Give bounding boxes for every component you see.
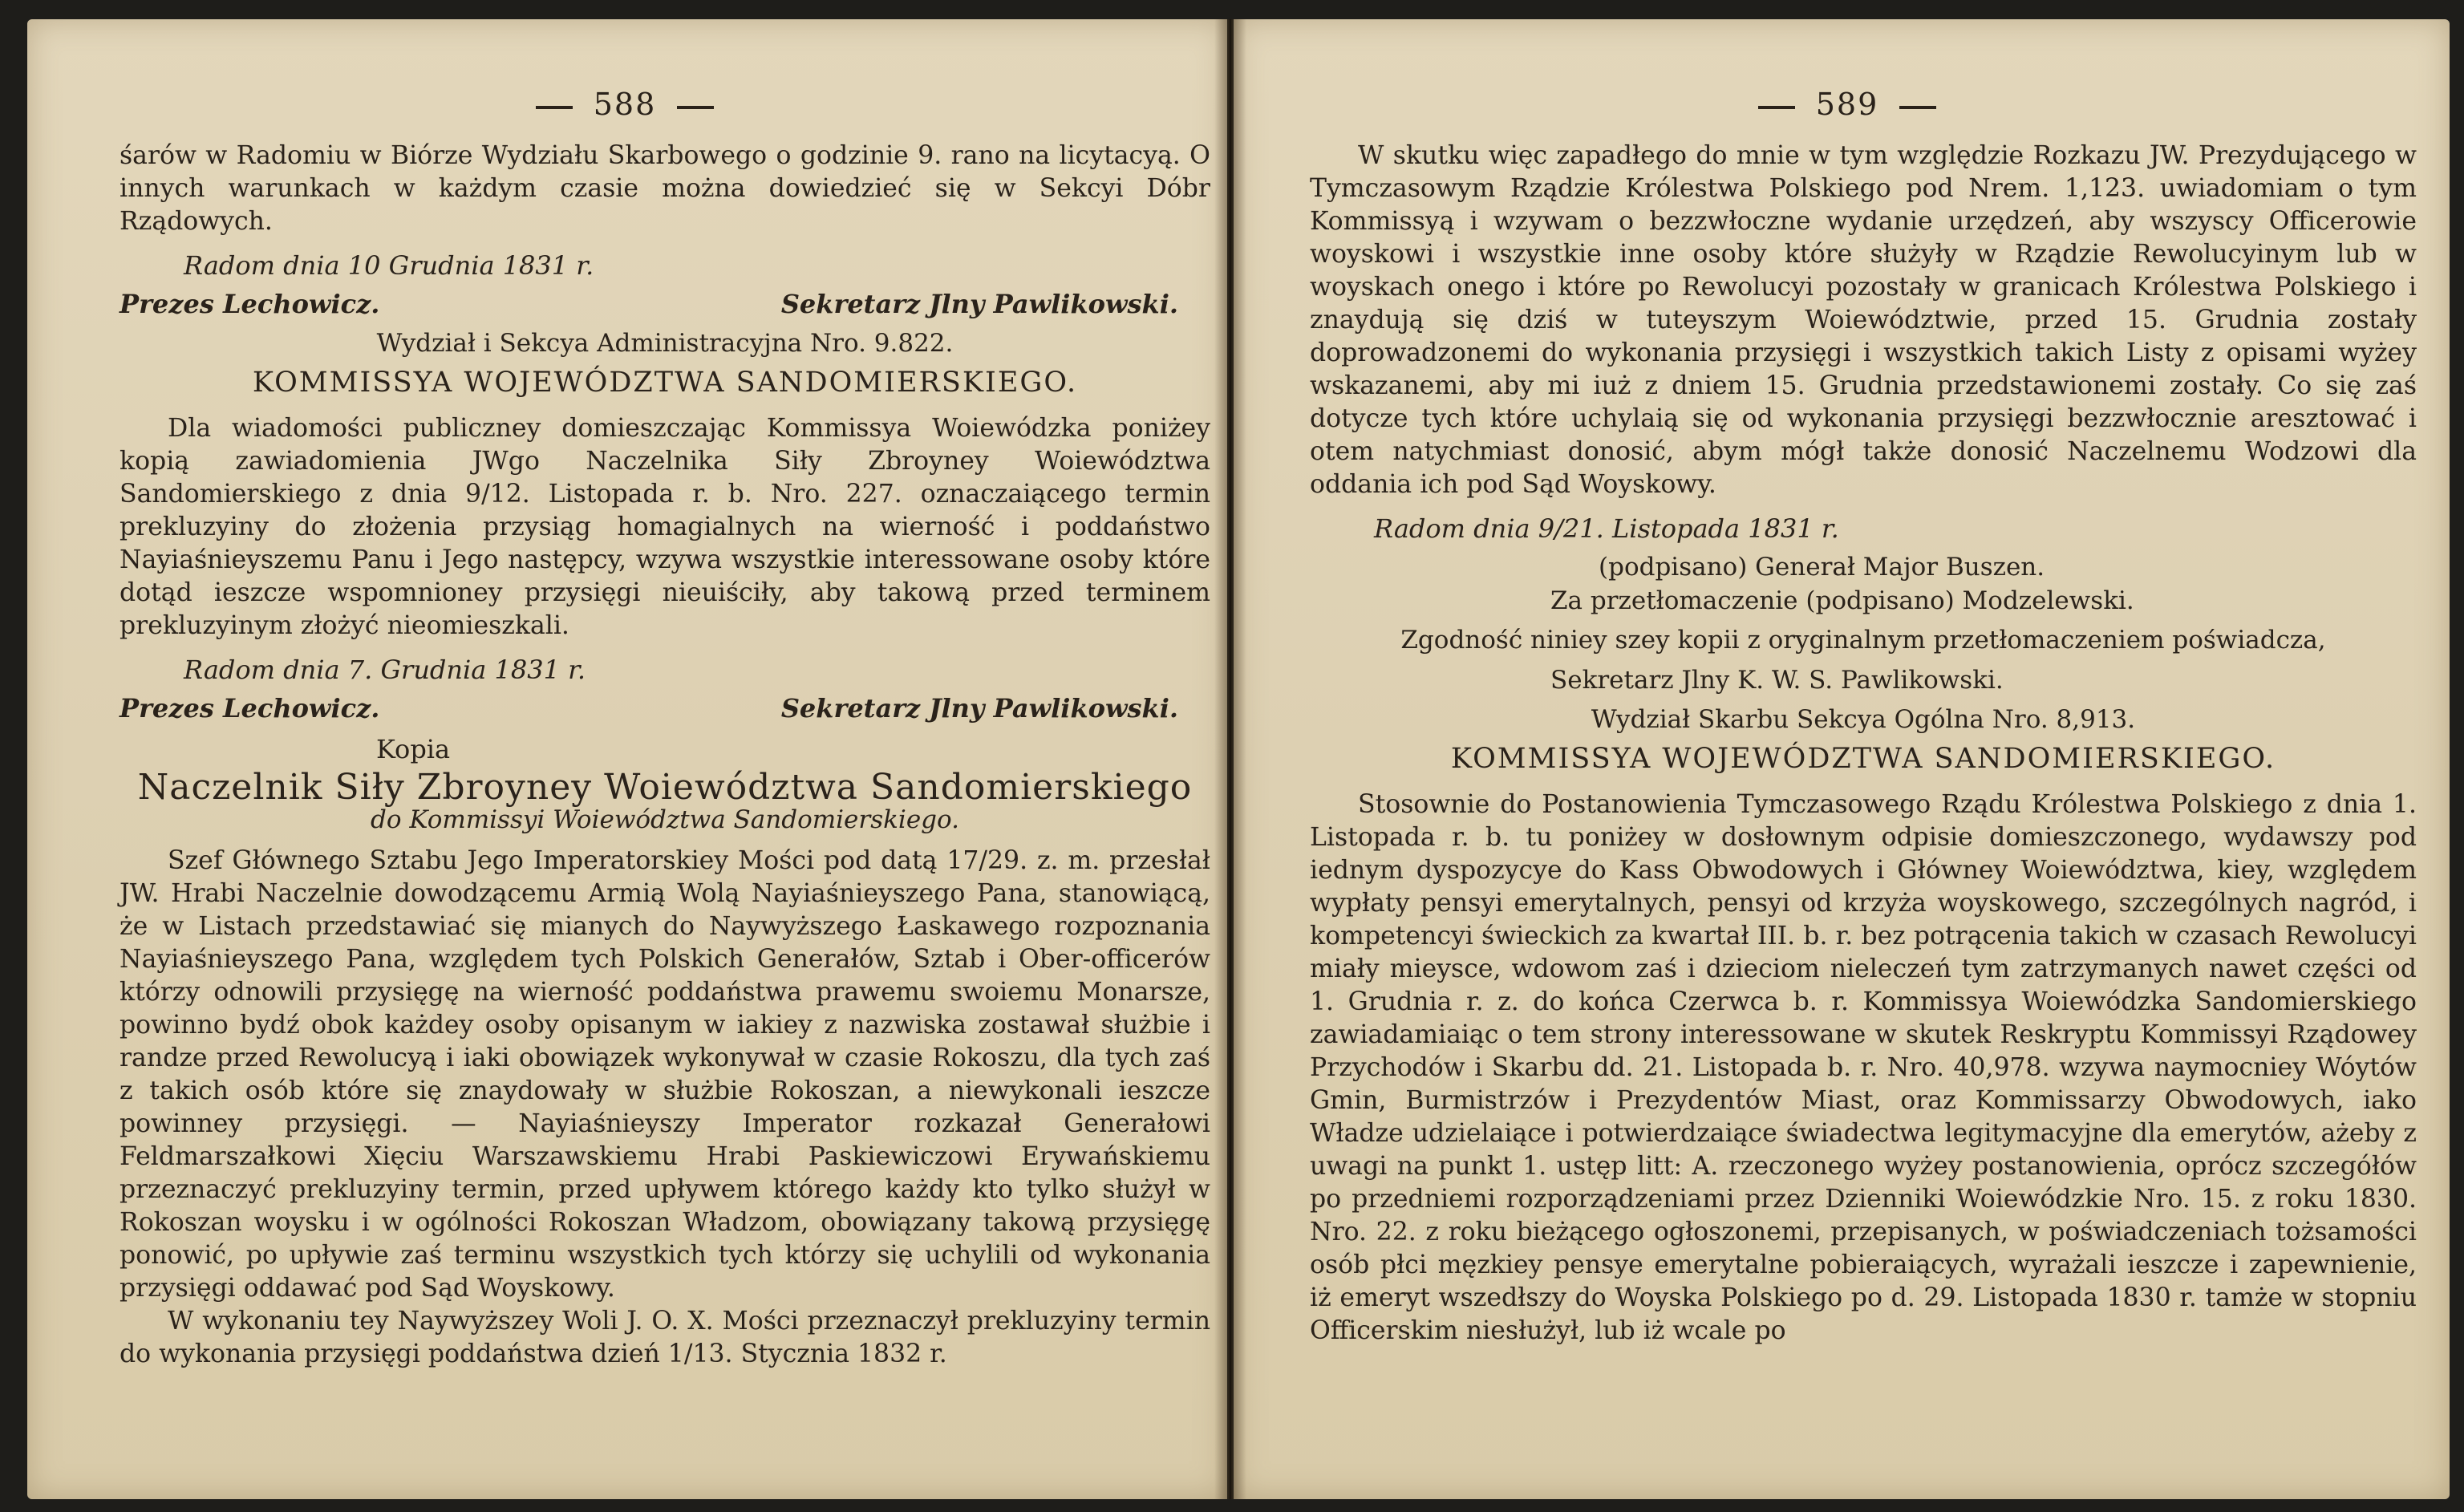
signature-line: Za przetłomaczenie (podpisano) Modzelewski.: [1550, 586, 2134, 615]
date-line: Radom dnia 9/21. Listopada 1831 r.: [1374, 513, 1839, 544]
page-number-text: 588: [593, 87, 657, 122]
signature-president: Prezes Lechowicz.: [120, 289, 380, 319]
signature-president: Prezes Lechowicz.: [120, 693, 380, 724]
signature-secretary: Sekretarz Jlny Pawlikowski.: [780, 693, 1178, 724]
section-heading: KOMMISSYA WOJEWÓDZTWA SANDOMIERSKIEGO.: [252, 367, 1078, 399]
paragraph: Szef Głównego Sztabu Jego Imperatorskiey Mości pod datą 17/29. z. m. przesłał JW. Hrabi Naczelnie dowodzącemu Armią Wolą Nayiaśnieyszego Pana, stanowiącą, że w Listach przedstawiać się mianych do Naywyższego Łaskawego rozpoznania Nayiaśnieyszego Pana, względem tych Polskich Generałów, Sztab i Ober-officerów którzy odnowili przysięgę na wierność poddaństwa prawemu swoiemu Monarsze, powinno bydź obok każdey osoby opisanym w iakiey z nazwiska zostawał służbie i randze przed Rewolucyą i iaki obowiązek wykonywał w czasie Rokoszu, dla tych zaś z takich osób które się znaydowały w służbie Rokoszan, a niewykonali ieszcze powinney przysięgi. — Nayiaśnieyszy Imperator rozkazał Generałowi Feldmarszałkowi Xięciu Warszawskiemu Hrabi Paskiewiczowi Erywańskiemu przeznaczyć prekluzyiny termin, przed upływem którego każdy kto tylko służył w Rokoszan woysku i w ogólności Rokoszan Władzom, obowiązany takową przysięgę ponowić, po upływie zaś terminu wszystkich tych którzy się uchylili od wykonania przysięgi oddawać pod Sąd Woyskowy.: [120, 846, 1210, 1303]
date-line: Radom dnia 10 Grudnia 1831 r.: [184, 250, 594, 281]
page-number-right: [1687, 87, 2008, 122]
paragraph: Stosownie do Postanowienia Tymczasowego Rządu Królestwa Polskiego z dnia 1. Listopada r. b. tu poniżey w dosłownym odpisie domieszczonego, wydawszy pod iednym dyspozycye do Kass Obwodowych i Główney Woiewództwa, kiey, względem wypłaty pensyi emerytalnych, pensyi od krzyża woyskowego, szczególnych nagród, i kompetencyi świeckich za kwartał III. b. r. bez potrącenia takich w czasach Rewolucyi miały mieysce, wdowom zaś i dzieciom nieleczeń tym zatrzymanych nawet części od 1. Grudnia r. z. do końca Czerwca b. r. Kommissya Woiewódzka Sandomierskiego zawiadamiaiąc o tem strony interessowane w skutek Reskryptu Kommissyi Rządowey Przychodów i Skarbu dd. 21. Listopada b. r. Nro. 40,978. wzywa naymocniey Wóytów Gmin, Burmistrzów i Prezydentów Miast, oraz Kommissarzy Obwodowych, iako Władze udzielaiące i potwierdzaiące świadectwa legitymacyjne dla emerytów, ażeby z uwagi na punkt 1. ustęp litt: A. rzeczonego wyżey postanowienia, oprócz szczegółów po przedniemi rozporządzeniami przez Dzienniki Woiewódzkie Nro. 15. z roku 1830. Nro. 22. z roku bieżącego ogłoszonemi, przepisanych, w poświadczeniach tożsamości osób płci męzkiey pensye emerytalne pobieraiących, wyrażali ieszcze i zapewnienie, iż emeryt wszedłszy do Woyska Polskiego po d. 29. Listopada 1830 r. tamże w stopniu Officerskim niesłużył, lub iż wcale po: [1310, 790, 2417, 1345]
dash-decoration: [677, 106, 714, 109]
document-title: Naczelnik Siły Zbroyney Woiewództwa Sandomierskiego: [137, 767, 1193, 808]
open-book-spread: [27, 19, 2450, 1499]
left-page-body: [120, 140, 1210, 1371]
signature-secretary: Sekretarz Jlny Pawlikowski.: [780, 289, 1178, 319]
page-number-left: [464, 87, 785, 122]
certification-line: Zgodność niniey szey kopii z oryginalnym przetłomaczeniem poświadcza,: [1400, 626, 2326, 655]
department-line: Wydział Skarbu Sekcya Ogólna Nro. 8,913.: [1591, 705, 2136, 734]
document-subtitle: do Kommissyi Woiewództwa Sandomierskiego.: [371, 805, 959, 834]
signature-row: [120, 693, 1178, 724]
dash-decoration: [1899, 106, 1936, 109]
paragraph: śarów w Radomiu w Biórze Wydziału Skarbowego o godzinie 9. rano na licytacyą. O innych warunkach w każdym czasie można dowiedzieć się w Sekcyi Dóbr Rządowych.: [120, 141, 1210, 236]
signature-line: (podpisano) Generał Major Buszen.: [1599, 553, 2045, 582]
section-heading: KOMMISSYA WOJEWÓDZTWA SANDOMIERSKIEGO.: [1450, 743, 2276, 775]
copy-label: Kopia: [376, 734, 451, 764]
date-line: Radom dnia 7. Grudnia 1831 r.: [184, 655, 586, 685]
paragraph: W skutku więc zapadłego do mnie w tym względzie Rozkazu JW. Prezydującego w Tymczasowym Rządzie Królestwa Polskiego pod Nrem. 1,123. uwiadomiam o tym Kommissyą i wzywam o bezzwłoczne wydanie urzędzeń, aby wszyscy Officerowie woyskowi i wszystkie inne osoby które służyły w Rządzie Rewolucyinym lub w woyskach onego i które po Rewolucyi pozostały w granicach Królestwa Polskiego i znaydują się dziś w tuteyszym Woiewództwie, przed 15. Grudnia zostały doprowadzonemi do wykonania przysięgi i wszystkich takich Listy z opisami wyżey wskazanemi, aby mi iuż z dniem 15. Grudnia przedstawionemi zostały. Co się zaś dotycze tych które uchylaią się od wykonania przysięgi bezzwłocznie aresztować i otem natychmiast donosić, abym mógł także donosić Naczelnemu Wodzowi dla oddania ich pod Sąd Woyskowy.: [1310, 141, 2417, 499]
book-gutter: [1214, 19, 1246, 1499]
department-line: Wydział i Sekcya Administracyjna Nro. 9.822.: [376, 329, 954, 358]
paragraph: W wykonaniu tey Naywyższey Woli J. O. X. Mości przeznaczył prekluzyiny termin do wykonania przysięgi poddaństwa dzień 1/13. Stycznia 1832 r.: [120, 1307, 1210, 1368]
page-number-text: 589: [1815, 87, 1879, 122]
left-page: [27, 19, 1227, 1499]
signature-row: [120, 289, 1178, 319]
right-page: [1234, 19, 2450, 1499]
signature-line: Sekretarz Jlny K. W. S. Pawlikowski.: [1550, 666, 2004, 695]
right-page-body: [1310, 140, 2417, 1348]
paragraph: Dla wiadomości publiczney domieszczając Kommissya Woiewódzka poniżey kopią zawiadomienia JWgo Naczelnika Siły Zbroyney Woiewództwa Sandomierskiego z dnia 9/12. Listopada r. b. Nro. 227. oznaczaiącego termin prekluzyiny do złożenia przysiąg homagialnych na wierność i poddaństwo Nayiaśnieyszemu Panu i Jego następcy, wzywa wszystkie interessowane osoby które dotąd ieszcze wspomnioney przysięgi nieuiściły, aby takową przed terminem prekluzyinym złożyć nieomieszkali.: [120, 414, 1210, 640]
dash-decoration: [1758, 106, 1795, 109]
dash-decoration: [536, 106, 573, 109]
